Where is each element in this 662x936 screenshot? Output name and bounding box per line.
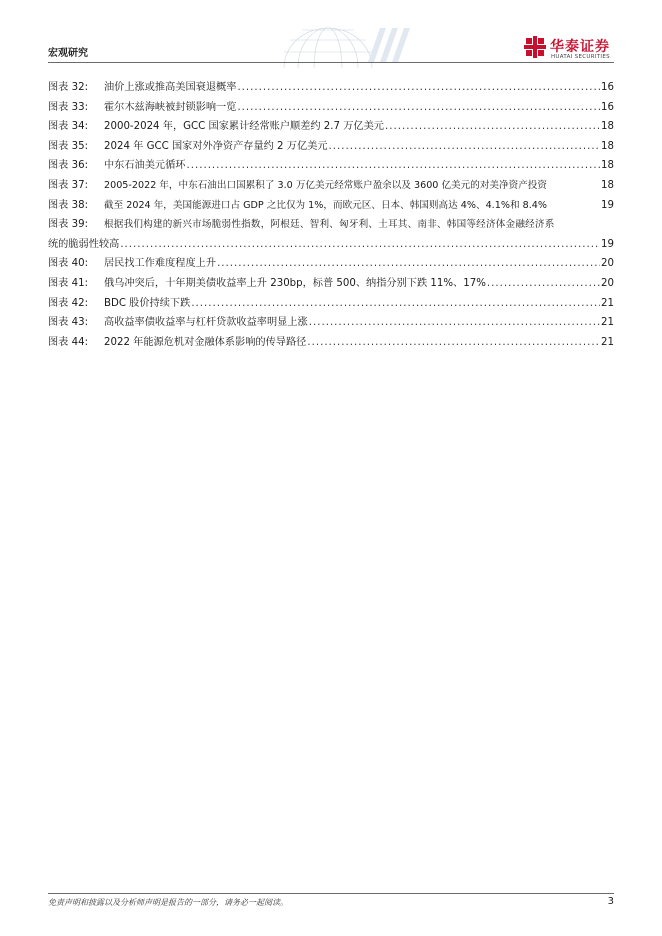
- toc-figure-number: 图表 35:: [48, 140, 89, 152]
- toc-title: BDC 股价持续下跌: [104, 297, 191, 309]
- toc-entry[interactable]: [48, 313, 614, 333]
- toc-figure-number: 图表 40:: [48, 258, 89, 270]
- toc-page-number: 21: [601, 297, 614, 309]
- toc-entry[interactable]: [48, 137, 614, 157]
- toc-title: 俄乌冲突后，十年期美债收益率上升 230bp，标普 500、纳指分别下跌 11%、17%: [104, 277, 486, 289]
- toc-entry[interactable]: [48, 294, 614, 314]
- toc-entry-wrapped[interactable]: [48, 215, 614, 235]
- toc-page-number: 16: [601, 82, 614, 93]
- toc-page-number: 19: [601, 238, 614, 250]
- toc-entry-continuation[interactable]: [48, 235, 614, 255]
- toc-figure-number: 图表 37:: [48, 179, 89, 191]
- toc-entry[interactable]: [48, 254, 614, 274]
- toc-page-number: 18: [601, 160, 614, 172]
- toc-leader-dots: [329, 141, 600, 152]
- toc-figure-number: 图表 38:: [48, 199, 89, 211]
- toc-leader-dots: [237, 82, 600, 93]
- toc-page-number: 18: [601, 179, 614, 191]
- toc-title: 中东石油美元循环: [104, 160, 186, 172]
- toc-figure-number: 图表 33:: [48, 101, 89, 113]
- toc-page-number: 18: [601, 140, 614, 152]
- section-label: 宏观研究: [48, 48, 88, 59]
- toc-figure-number: 图表 41:: [48, 277, 89, 289]
- toc-entry[interactable]: [48, 274, 614, 294]
- toc-leader-dots: [237, 102, 600, 113]
- toc-title: 截至 2024 年，美国能源进口占 GDP 之比仅为 1%，而欧元区、日本、韩国则高达 4%、4.1%和 8.4%: [104, 199, 547, 211]
- toc-leader-dots: [120, 239, 600, 250]
- toc-page-number: 20: [601, 258, 614, 270]
- toc-figure-number: 图表 44:: [48, 336, 89, 348]
- toc-page-number: 20: [601, 277, 614, 289]
- toc-leader-dots: [187, 160, 601, 171]
- toc-title-line2: 统的脆弱性较高: [48, 238, 120, 250]
- toc-entry[interactable]: [48, 78, 614, 98]
- toc-leader-dots: [307, 337, 600, 348]
- toc-page-number: 21: [601, 317, 614, 329]
- toc-figure-number: 图表 43:: [48, 317, 89, 329]
- page-number: 3: [607, 896, 614, 907]
- toc-title: 2005-2022 年，中东石油出口国累积了 3.0 万亿美元经常账户盈余以及 3600 亿美元的对美净资产投资: [104, 179, 547, 191]
- toc-leader-dots: [217, 258, 600, 269]
- toc-title: 2024 年 GCC 国家对外净资产存量约 2 万亿美元: [104, 140, 328, 152]
- toc-leader-dots: [309, 317, 600, 328]
- toc-figure-number: 图表 34:: [48, 121, 89, 133]
- toc-leader-dots: [487, 278, 600, 289]
- toc-entry[interactable]: [48, 333, 614, 353]
- toc-page-number: 16: [601, 101, 614, 113]
- huatai-logo: [524, 36, 624, 62]
- logo-english-text: HUATAI SECURITIES: [551, 54, 610, 60]
- toc-entry[interactable]: [48, 98, 614, 118]
- header-divider: [48, 62, 614, 63]
- toc-entry[interactable]: [48, 176, 614, 196]
- toc-page-number: 21: [601, 336, 614, 348]
- toc-figure-number: 图表 36:: [48, 160, 89, 172]
- footer-divider: [48, 893, 614, 894]
- figure-list: [48, 78, 614, 352]
- toc-entry[interactable]: [48, 196, 614, 216]
- logo-chinese-text: 华泰证券: [550, 39, 610, 55]
- toc-figure-number: 图表 42:: [48, 297, 89, 309]
- toc-title: 霍尔木兹海峡被封锁影响一览: [104, 101, 237, 113]
- toc-entry[interactable]: [48, 156, 614, 176]
- toc-title: 2000-2024 年，GCC 国家累计经常账户顺差约 2.7 万亿美元: [104, 121, 384, 133]
- toc-title: 2022 年能源危机对金融体系影响的传导路径: [104, 336, 307, 348]
- toc-page-number: 19: [601, 199, 614, 211]
- toc-leader-dots: [385, 121, 600, 132]
- toc-title: 居民找工作难度程度上升: [104, 258, 217, 270]
- footer-disclaimer: 免责声明和披露以及分析师声明是报告的一部分，请务必一起阅读。: [48, 898, 288, 907]
- toc-title: 油价上涨或推高美国衰退概率: [104, 82, 237, 93]
- toc-title: 高收益率债收益率与杠杆贷款收益率明显上涨: [104, 317, 308, 329]
- toc-figure-number: 图表 39:: [48, 219, 89, 231]
- toc-entry[interactable]: [48, 117, 614, 137]
- toc-figure-number: 图表 32:: [48, 82, 89, 93]
- huatai-logo-icon: [524, 36, 546, 58]
- toc-leader-dots: [191, 298, 600, 309]
- toc-title-line1: 根据我们构建的新兴市场脆弱性指数，阿根廷、智利、匈牙利、土耳其、南非、韩国等经济体金融经济系: [104, 219, 555, 231]
- toc-page-number: 18: [601, 121, 614, 133]
